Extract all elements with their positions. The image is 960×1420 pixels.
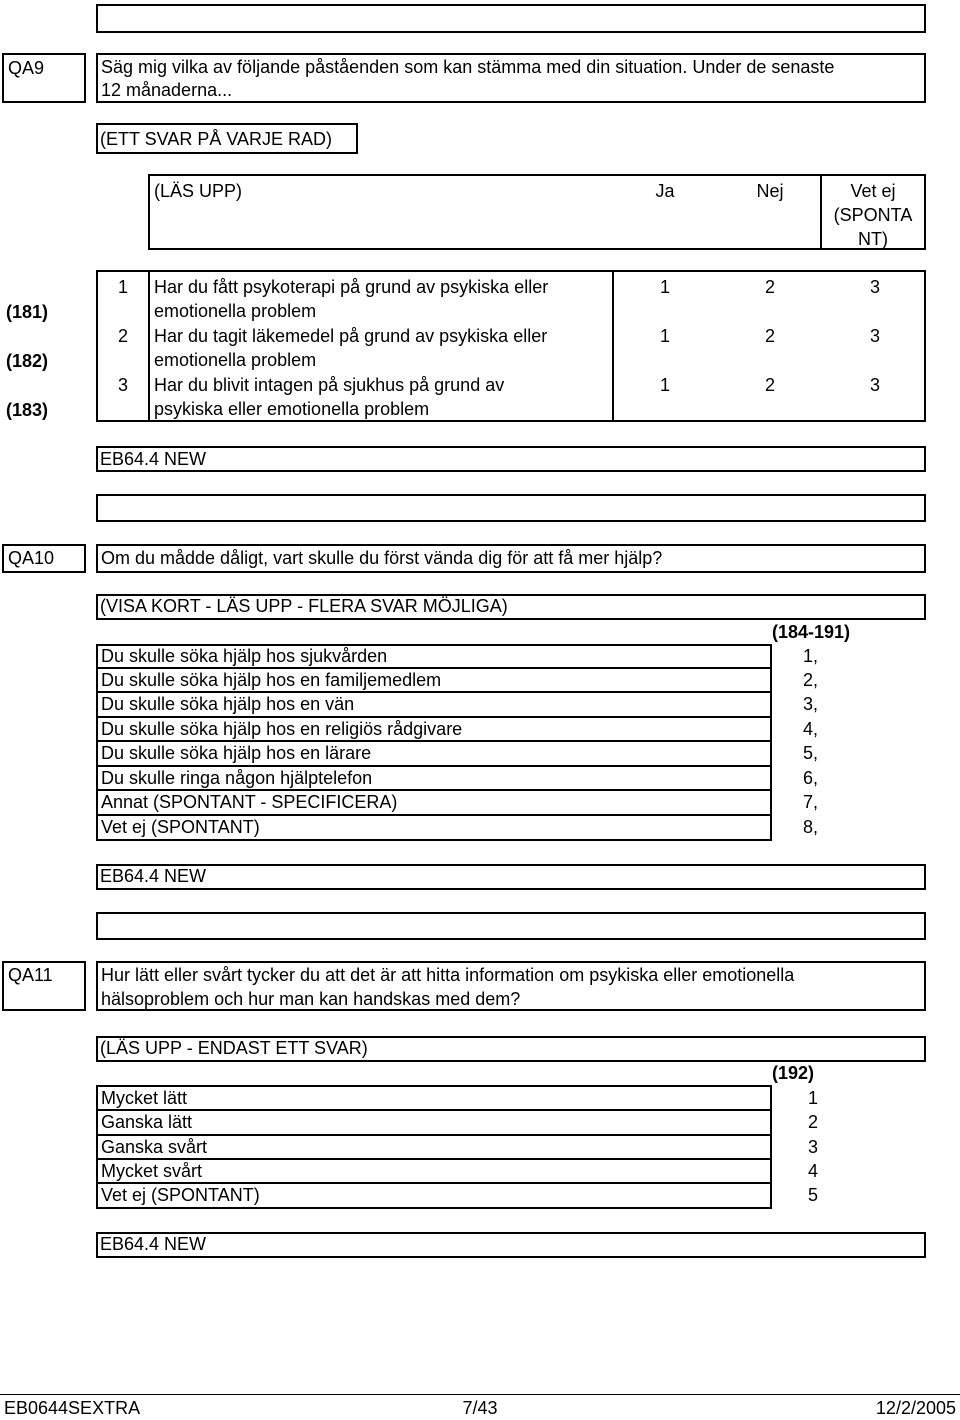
qa11-code: QA11 (8, 965, 53, 985)
qa9-header-top-line (148, 174, 926, 176)
qa9-header-right-line (924, 174, 926, 250)
qa9-items-num-divider (148, 270, 150, 422)
qa9-item-text-line2: emotionella problem (154, 350, 317, 370)
qa9-header-bottom-line (148, 248, 926, 250)
qa9-read-out: (LÄS UPP) (154, 181, 243, 201)
qa9-item-code: (183) (6, 400, 49, 420)
qa10-option-label: Du skulle söka hjälp hos en vän (101, 694, 355, 714)
qa11-source-box (96, 1232, 926, 1258)
qa11-option-code: 2 (807, 1112, 818, 1132)
qa10-option-code: 4, (802, 719, 818, 739)
qa10-option-label: Du skulle söka hjälp hos en religiös rådgivare (101, 719, 463, 739)
qa10-option-code: 3, (802, 694, 818, 714)
qa10-option-code: 1, (802, 646, 818, 666)
qa9-source: EB64.4 NEW (100, 449, 207, 469)
qa10-option-label: Du skulle söka hjälp hos en lärare (101, 743, 372, 763)
qa9-item-answer-nej: 2 (764, 375, 775, 395)
qa10-option-code: 5, (802, 743, 818, 763)
qa9-col-vetej-3: NT) (858, 229, 888, 249)
qa11-option-label: Vet ej (SPONTANT) (101, 1185, 260, 1205)
qa9-item-answer-vetej: 3 (869, 277, 880, 297)
qa10-option-label: Vet ej (SPONTANT) (101, 817, 260, 837)
qa9-item-code: (181) (6, 302, 49, 322)
qa9-col-vetej-2: (SPONTA (833, 205, 913, 225)
qa9-item-answer-nej: 2 (764, 326, 775, 346)
qa9-item-answer-vetej: 3 (869, 326, 880, 346)
qa9-item-text-line2: emotionella problem (154, 301, 317, 321)
footer-rule (0, 1394, 960, 1395)
qa10-question: Om du mådde dåligt, vart skulle du först vända dig för att få mer hjälp? (101, 548, 663, 568)
qa11-option-code: 3 (807, 1137, 818, 1157)
qa11-option-code: 1 (807, 1088, 818, 1108)
qa10-option-label: Du skulle söka hjälp hos en familjemedlem (101, 670, 442, 690)
qa9-item-answer-ja: 1 (659, 375, 670, 395)
footer-doc-id: EB0644SEXTRA (4, 1398, 141, 1418)
qa10-source-box (96, 864, 926, 890)
qa10-option-label: Annat (SPONTANT - SPECIFICERA) (101, 792, 398, 812)
qa10-option-label: Du skulle ringa någon hjälptelefon (101, 768, 373, 788)
qa10-code: QA10 (8, 548, 55, 568)
qa9-item-num: 2 (118, 326, 129, 346)
qa9-item-text-line1: Har du fått psykoterapi på grund av psykiska eller (154, 277, 549, 297)
qa11-option-code: 4 (807, 1161, 818, 1181)
qa10-option-code: 7, (802, 792, 818, 812)
footer-page-number: 7/43 (462, 1398, 498, 1418)
qa11-option-label: Mycket lätt (101, 1088, 188, 1108)
qa9-item-text-line1: Har du tagit läkemedel på grund av psykiska eller (154, 326, 548, 346)
qa9-item-answer-vetej: 3 (869, 375, 880, 395)
qa10-option-code: 2, (802, 670, 818, 690)
qa9-question-line2: 12 månaderna... (101, 80, 233, 100)
qa10-empty-box (96, 494, 926, 522)
qa9-question-line1: Säg mig vilka av följande påståenden som kan stämma med din situation. Under de senaste (101, 57, 835, 77)
top-empty-box (96, 912, 926, 940)
qa11-col-code: (192) (772, 1063, 815, 1083)
qa9-item-answer-ja: 1 (659, 277, 670, 297)
qa9-item-text-line2: psykiska eller emotionella problem (154, 399, 430, 419)
qa9-code: QA9 (8, 58, 45, 78)
qa11-option-divider (96, 1109, 772, 1111)
qa11-question-line2: hälsoproblem och hur man kan handskas med dem? (101, 989, 521, 1009)
qa10-option-code: 6, (802, 768, 818, 788)
qa11-question-line1: Hur lätt eller svårt tycker du att det är att hitta information om psykiska eller emotionella (101, 965, 795, 985)
qa10-option-code: 8, (802, 817, 818, 837)
qa11-option-code: 5 (807, 1185, 818, 1205)
qa10-instruction: (VISA KORT - LÄS UPP - FLERA SVAR MÖJLIGA) (100, 596, 508, 616)
qa11-source: EB64.4 NEW (100, 1234, 207, 1254)
qa9-col-ja: Ja (655, 181, 675, 201)
qa9-col-vetej-1: Vet ej (850, 181, 896, 201)
qa9-item-num: 3 (118, 375, 129, 395)
qa9-header-left-line (148, 174, 150, 250)
qa11-instruction: (LÄS UPP - ENDAST ETT SVAR) (100, 1038, 368, 1058)
qa10-option-label: Du skulle söka hjälp hos sjukvården (101, 646, 388, 666)
qa9-item-num: 1 (118, 277, 129, 297)
qa11-option-label: Ganska lätt (101, 1112, 193, 1132)
qa9-instruction: (ETT SVAR PÅ VARJE RAD) (100, 129, 333, 149)
qa11-option-label: Mycket svårt (101, 1161, 203, 1181)
qa9-item-answer-nej: 2 (764, 277, 775, 297)
qa9-item-answer-ja: 1 (659, 326, 670, 346)
qa10-col-code: (184-191) (772, 622, 851, 642)
qa11-option-label: Ganska svårt (101, 1137, 208, 1157)
qa9-source-box (96, 446, 926, 472)
qa9-items-answer-divider (612, 270, 614, 422)
qa9-col-nej: Nej (756, 181, 784, 201)
qa9-item-code: (182) (6, 351, 49, 371)
qa9-item-text-line1: Har du blivit intagen på sjukhus på grund av (154, 375, 505, 395)
top-empty-box (96, 4, 926, 33)
qa10-source: EB64.4 NEW (100, 866, 207, 886)
footer-date: 12/2/2005 (875, 1398, 956, 1418)
